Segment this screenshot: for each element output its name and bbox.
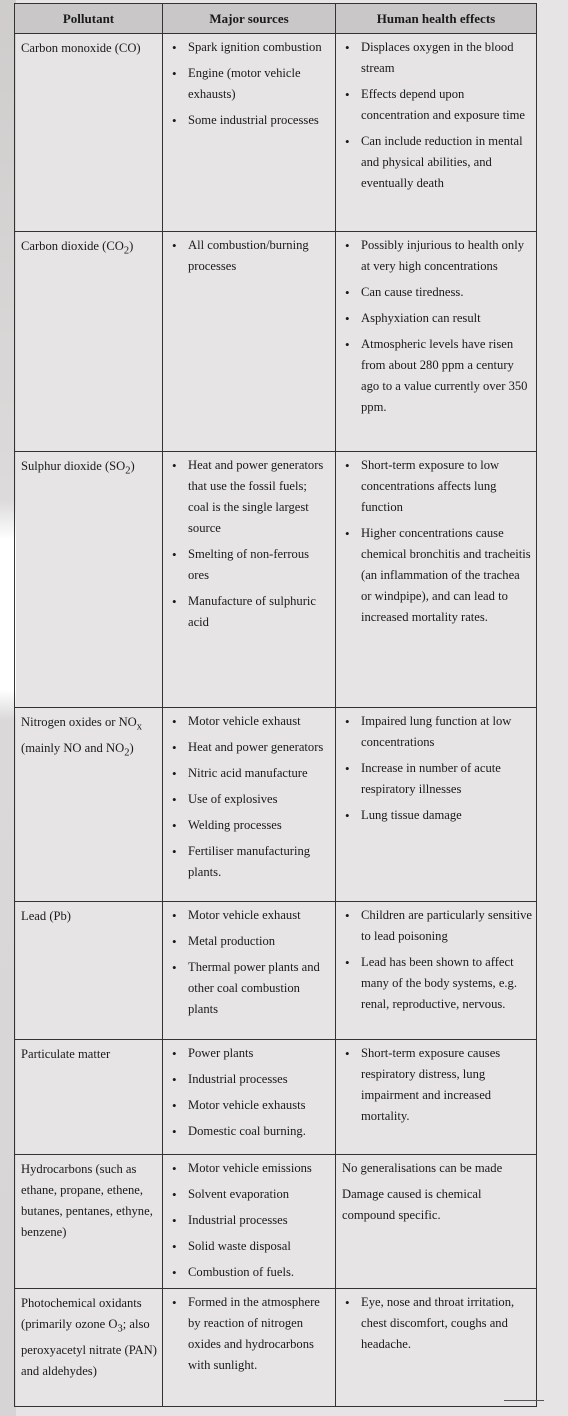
source-item: • Engine (motor vehicle exhausts) [169,63,331,105]
table-row [15,34,537,232]
sources-cell [163,1289,336,1407]
sources-cell [163,232,336,452]
effects-cell [336,232,537,452]
table-body [15,34,537,1407]
effects-list [342,37,532,194]
source-item: • All combustion/burning processes [169,235,331,277]
effect-item: • Lung tissue damage [342,805,532,826]
source-item: • Welding processes [169,815,331,836]
header-major-sources: Major sources [163,4,336,34]
source-item: • Manufacture of sulphuric acid [169,591,331,633]
effect-item: • Children are particularly sensitive to lead poisoning [342,905,532,947]
effect-item: • Possibly injurious to health only at very high concentrations [342,235,532,277]
effects-cell [336,1155,537,1289]
sources-cell [163,1155,336,1289]
sources-cell [163,902,336,1040]
page-rule [504,1400,544,1401]
header-pollutant: Pollutant [15,4,163,34]
sources-list [169,455,331,633]
pollutant-cell [15,708,163,902]
effects-list [342,455,532,628]
effects-cell [336,452,537,708]
pollutant-cell [15,34,163,232]
source-item: • Some industrial processes [169,110,331,131]
effect-item: • Short-term exposure causes respiratory distress, lung impairment and increased mortality. [342,1043,532,1127]
source-item: • Heat and power generators [169,737,331,758]
pollutant-name: (mainly NO and NO [21,740,125,755]
effects-cell [336,902,537,1040]
table-row [15,708,537,902]
source-item: • Thermal power plants and other coal combustion plants [169,957,331,1020]
header-health-effects: Human health effects [336,4,537,34]
effect-item: • Can include reduction in mental and physical abilities, and eventually death [342,131,532,194]
source-item: • Industrial processes [169,1210,331,1231]
effect-item: • Atmospheric levels have risen from about 280 ppm a century ago to a value currently over 350 ppm. [342,334,532,418]
table-row [15,902,537,1040]
table-row [15,1040,537,1155]
effects-cell [336,1289,537,1407]
pollutant-name: Carbon monoxide (CO) [21,41,141,55]
pollutant-subscript: 2 [124,747,130,759]
sources-cell [163,1040,336,1155]
source-item: • Spark ignition combustion [169,37,331,58]
pollutant-subscript: 3 [117,1323,123,1335]
pollutant-cell [15,1289,163,1407]
pollutant-name: Nitrogen oxides or NO [21,715,137,729]
pollutant-cell [15,1155,163,1289]
table-row [15,1155,537,1289]
sources-cell [163,34,336,232]
pollutant-name: Photochemical oxidants (primarily ozone O [21,1296,142,1331]
source-item: • Solvent evaporation [169,1184,331,1205]
source-item: • Power plants [169,1043,331,1064]
source-item: • Use of explosives [169,789,331,810]
sources-list [169,711,331,883]
effect-item: • Eye, nose and throat irritation, chest discomfort, coughs and headache. [342,1292,532,1355]
sources-list [169,1043,331,1142]
pollutant-name: Sulphur dioxide (SO [21,459,126,473]
effect-item: • Effects depend upon concentration and exposure time [342,84,532,126]
source-item: • Fertiliser manufacturing plants. [169,841,331,883]
source-item: • Motor vehicle emissions [169,1158,331,1179]
pollutant-subscript: 2 [125,465,131,477]
effects-cell [336,34,537,232]
table-row [15,452,537,708]
pollutant-name: ) [129,239,134,253]
effects-list [342,1292,532,1355]
source-item: • Motor vehicle exhaust [169,711,331,732]
pollutant-name: Hydrocarbons (such as ethane, propane, ethene, butanes, pentanes, ethyne, benzene) [21,1162,153,1239]
effect-text: No generalisations can be made [342,1161,503,1175]
pollutant-name: Lead (Pb) [21,909,72,923]
effect-item: • Displaces oxygen in the blood stream [342,37,532,79]
effect-item: • Short-term exposure to low concentrations affects lung function [342,455,532,518]
sources-list [169,1158,331,1283]
source-item: • Heat and power generators that use the fossil fuels; coal is the single largest source [169,455,331,539]
effects-list [342,235,532,418]
effect-item: • Asphyxiation can result [342,308,532,329]
source-item: • Motor vehicle exhaust [169,905,331,926]
pollutant-cell [15,452,163,708]
table-header [15,4,537,34]
source-item: • Solid waste disposal [169,1236,331,1257]
pollutant-subscript: x [136,721,143,733]
sources-cell [163,708,336,902]
sources-list [169,235,331,277]
effects-list [342,1043,532,1127]
effects-list [342,905,532,1015]
pollutant-name: Carbon dioxide (CO [21,239,124,253]
pollutant-cell [15,1040,163,1155]
sources-list [169,905,331,1020]
effect-text: Damage caused is chemical compound specific. [342,1187,482,1222]
table-row [15,232,537,452]
sources-cell [163,452,336,708]
table-row [15,1289,537,1407]
effect-item: • Lead has been shown to affect many of the body systems, e.g. renal, reproductive, nervous. [342,952,532,1015]
effect-item: • Impaired lung function at low concentrations [342,711,532,753]
source-item: • Domestic coal burning. [169,1121,331,1142]
source-item: • Industrial processes [169,1069,331,1090]
sources-list [169,1292,331,1376]
pollutant-name: ) [130,459,135,473]
pollutant-cell [15,902,163,1040]
source-item: • Combustion of fuels. [169,1262,331,1283]
pollutant-cell [15,232,163,452]
effects-list [342,711,532,826]
pollutant-table [14,3,537,1407]
effect-item: • Can cause tiredness. [342,282,532,303]
source-item: • Nitric acid manufacture [169,763,331,784]
effect-item: • Higher concentrations cause chemical bronchitis and tracheitis (an inflammation of the trachea or windpipe), and can lead to increased mortality rates. [342,523,532,628]
pollutant-name: ; also peroxyacetyl nitrate (PAN) and aldehydes) [21,1317,157,1378]
source-item: • Motor vehicle exhausts [169,1095,331,1116]
pollutant-subscript: 2 [123,245,130,257]
effects-cell [336,1040,537,1155]
pollutant-name: ) [129,740,134,755]
sources-list [169,37,331,131]
pollutant-name: Particulate matter [21,1047,111,1061]
header-row [15,4,537,34]
source-item: • Metal production [169,931,331,952]
source-item: • Formed in the atmosphere by reaction of nitrogen oxides and hydrocarbons with sunlight. [169,1292,331,1376]
effect-item: • Increase in number of acute respiratory illnesses [342,758,532,800]
source-item: • Smelting of non-ferrous ores [169,544,331,586]
effects-cell [336,708,537,902]
